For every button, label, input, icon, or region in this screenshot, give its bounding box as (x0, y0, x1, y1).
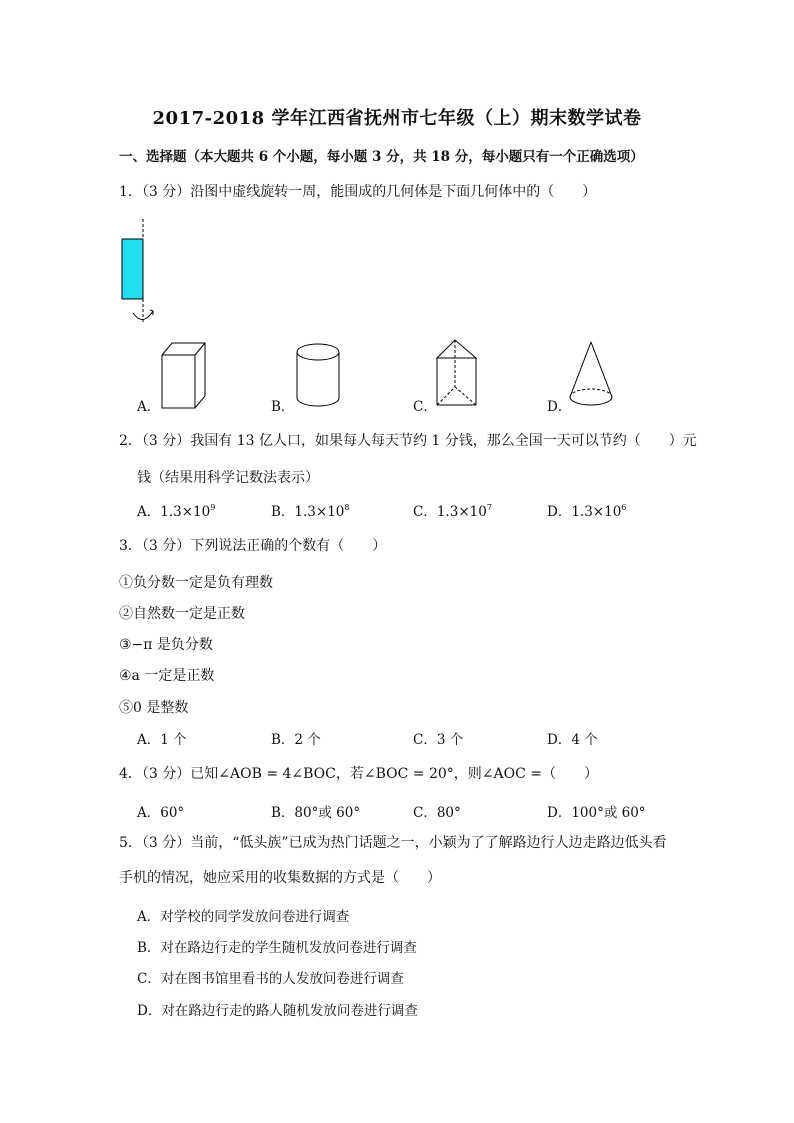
q2-option-b (271, 500, 349, 520)
q2-option-c (413, 500, 492, 520)
question-4-stem: 4．（3 分）已知∠AOB = 4∠BOC，若∠BOC = 20°，则∠AOC =（ ） (119, 766, 599, 782)
q5-option-d: D．对在路边行走的路人随机发放问卷进行调查 (137, 1003, 418, 1019)
q1-option-d-label: D． (547, 399, 572, 415)
q3-statement-2: ②自然数一定是正数 (119, 606, 245, 622)
rotation-figure (112, 215, 162, 330)
q1-option-c-label: C． (413, 399, 437, 415)
q3-statement-3: ③−π 是负分数 (119, 637, 213, 653)
q3-statement-1: ①负分数一定是负有理数 (119, 575, 273, 591)
q5-option-c: C．对在图书馆里看书的人发放问卷进行调查 (137, 971, 404, 987)
option-label: C． (413, 504, 437, 520)
option-exponent: 9 (210, 503, 216, 512)
option-exponent: 6 (621, 503, 627, 512)
option-exponent: 7 (486, 503, 492, 512)
triangular-prism-shape (432, 335, 482, 411)
cuboid-shape (158, 339, 210, 411)
option-label: B． (271, 504, 295, 520)
question-5-stem-line1: 5．（3 分）当前，“低头族”已成为热门话题之一，小颖为了了解路边行人边走路边低头看 (119, 835, 667, 851)
q4-option-a: A．60° (137, 805, 185, 821)
option-label: D． (547, 504, 572, 520)
cylinder-shape (293, 339, 345, 411)
option-base: 1.3×10 (571, 504, 622, 520)
q4-option-c: C．80° (413, 805, 461, 821)
q2-option-d (547, 500, 626, 520)
page-title: 2017-2018 学年江西省抚州市七年级（上）期末数学试卷 (152, 108, 642, 129)
q2-option-a (137, 500, 215, 520)
q4-option-b: B．80°或 60° (271, 805, 361, 821)
question-3-stem: 3．（3 分）下列说法正确的个数有（ ） (119, 538, 387, 554)
q3-option-d: D．4 个 (547, 732, 598, 748)
option-base: 1.3×10 (294, 504, 345, 520)
question-1-stem: 1．（3 分）沿图中虚线旋转一周，能围成的几何体是下面几何体中的（ ） (119, 184, 597, 200)
q1-option-b-label: B． (271, 399, 295, 415)
option-exponent: 8 (344, 503, 350, 512)
q3-option-c: C．3 个 (413, 732, 464, 748)
q3-option-a: A．1 个 (137, 732, 187, 748)
q5-option-b: B．对在路边行走的学生随机发放问卷进行调查 (137, 940, 417, 956)
q5-option-a: A．对学校的同学发放问卷进行调查 (137, 909, 350, 925)
cone-shape (567, 339, 617, 411)
q1-option-a-label: A． (137, 399, 161, 415)
question-2-stem-line1: 2．（3 分）我国有 13 亿人口，如果每人每天节约 1 分钱，那么全国一天可以节约（ ）元 (119, 433, 697, 449)
option-base: 1.3×10 (160, 504, 211, 520)
q4-option-d: D．100°或 60° (547, 805, 646, 821)
question-2-stem-line2: 钱（结果用科学记数法表示） (137, 470, 319, 486)
section-heading: 一、选择题（本大题共 6 个小题，每小题 3 分，共 18 分，每小题只有一个正确选项） (119, 149, 644, 165)
option-base: 1.3×10 (436, 504, 487, 520)
q3-statement-4: ④a 一定是正数 (119, 668, 215, 684)
q3-option-b: B．2 个 (271, 732, 321, 748)
q3-statement-5: ⑤0 是整数 (119, 700, 189, 716)
option-label: A． (137, 504, 161, 520)
question-5-stem-line2: 手机的情况，她应采用的收集数据的方式是（ ） (119, 870, 441, 886)
